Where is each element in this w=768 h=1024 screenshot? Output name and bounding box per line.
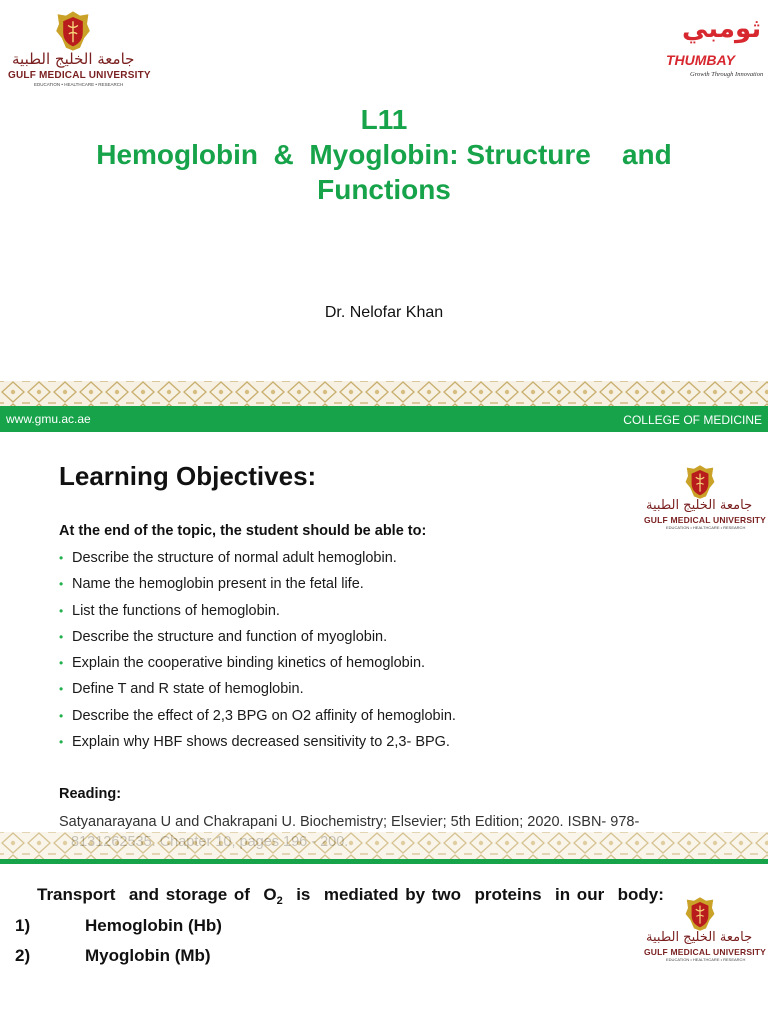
college-label: COLLEGE OF MEDICINE — [623, 413, 762, 427]
author-name: Dr. Nelofar Khan — [324, 304, 444, 321]
item-number: 1) — [15, 916, 31, 935]
item-number: 2) — [15, 946, 31, 965]
logo-tagline: EDUCATION • HEALTHCARE • RESEARCH — [34, 82, 124, 87]
objective-item: • Name the hemoglobin present in the fetal life. — [59, 576, 364, 593]
reading-label: Reading: — [59, 786, 122, 802]
bullet-icon: • — [59, 682, 64, 697]
objective-item: • Describe the structure of normal adult hemoglobin. — [59, 550, 397, 566]
logo-name: GULF MEDICAL UNIVERSITY — [8, 70, 151, 81]
logo-name: GULF MEDICAL UNIVERSITY — [644, 515, 767, 525]
slide-title — [0, 0, 768, 432]
objectives-title: Learning Objectives: — [59, 461, 317, 491]
objective-item: • Define T and R state of hemoglobin. — [59, 681, 304, 698]
bullet-icon: • — [59, 603, 64, 618]
bullet-icon: • — [59, 708, 64, 723]
logo-arabic: جامعة الخليج الطبية — [646, 498, 753, 513]
logo-arabic: جامعة الخليج الطبية — [646, 930, 753, 945]
item-text: Hemoglobin (Hb) — [85, 916, 222, 935]
gmu-logo — [6, 10, 151, 88]
decorative-pattern-band — [0, 832, 768, 864]
shield-icon — [680, 896, 720, 932]
thumbay-logo — [662, 14, 766, 80]
bullet-icon: • — [59, 656, 64, 671]
thumbay-name: THUMBAY — [666, 52, 735, 68]
objective-item: • Describe the effect of 2,3 BPG on O2 affinity of hemoglobin. — [59, 707, 456, 724]
objective-item: • Describe the structure and function of myoglobin. — [59, 628, 388, 645]
logo-name: GULF MEDICAL UNIVERSITY — [644, 947, 767, 957]
transport-intro: Transport and storage of $O_2$ is mediated by two proteins in our body: — [37, 885, 664, 907]
bullet-icon: • — [59, 551, 64, 565]
shield-icon — [50, 10, 96, 52]
shield-icon — [680, 464, 720, 500]
lecture-code: L11 — [360, 104, 408, 135]
slide-transport — [0, 864, 768, 1024]
bullet-icon: • — [59, 629, 64, 644]
bullet-icon: • — [59, 577, 64, 592]
slide-learning-objectives — [0, 432, 768, 864]
website-link[interactable]: www.gmu.ac.ae — [6, 412, 91, 426]
item-text: Myoglobin (Mb) — [85, 946, 211, 965]
gmu-logo-small — [642, 464, 767, 530]
logo-tagline: EDUCATION • HEALTHCARE • RESEARCH — [666, 957, 746, 962]
objective-item: • List the functions of hemoglobin. — [59, 602, 280, 619]
logo-tagline: EDUCATION • HEALTHCARE • RESEARCH — [666, 525, 746, 530]
objectives-list — [59, 548, 456, 758]
decorative-pattern-band — [0, 381, 768, 406]
slide-title-line2: Functions — [317, 174, 451, 205]
gmu-logo-small — [642, 896, 767, 962]
objective-item: • Explain why HBF shows decreased sensitivity to 2,3- BPG. — [59, 734, 450, 751]
objective-item: • Explain the cooperative binding kinetics of hemoglobin. — [59, 655, 426, 672]
thumbay-tagline: Growth Through Innovation — [690, 71, 764, 78]
slide-title-line1: Hemoglobin & Myoglobin: Structure and — [96, 139, 672, 170]
bullet-icon: • — [59, 735, 64, 750]
objectives-intro: At the end of the topic, the student should be able to: — [59, 523, 427, 539]
thumbay-arabic: ثومبي — [682, 14, 762, 44]
reading-line1: Satyanarayana U and Chakrapani U. Biochemistry; Elsevier; 5th Edition; 2020. ISBN- 978- — [59, 814, 640, 830]
footer-bar — [0, 406, 768, 432]
logo-arabic: جامعة الخليج الطبية — [12, 50, 135, 68]
